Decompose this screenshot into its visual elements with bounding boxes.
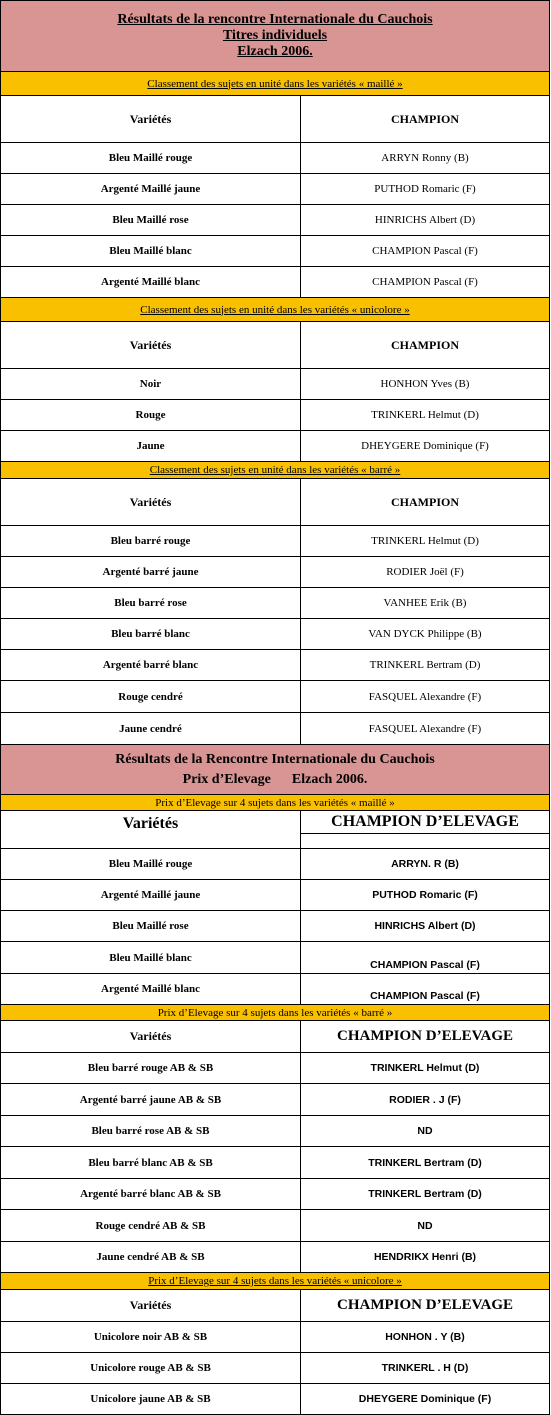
- section-caption-text: Classement des sujets en unité dans les variétés « maillé »: [147, 77, 403, 90]
- section-caption-text: Classement des sujets en unité dans les variétés « barré »: [149, 464, 401, 476]
- champion-cell: TRINKERL Bertram (D): [368, 1188, 482, 1200]
- variety-cell: Argenté barré blanc AB & SB: [1, 1179, 301, 1209]
- section-caption-elevage-barre: [0, 1005, 550, 1021]
- table-row: [0, 942, 550, 974]
- champion-cell: ND: [417, 1219, 433, 1232]
- variety-cell: Bleu barré rose AB & SB: [1, 1116, 301, 1146]
- variety-cell: Jaune cendré: [1, 713, 301, 744]
- table-row: [0, 143, 550, 174]
- champion-cell: HENDRIKX Henri (B): [373, 1251, 477, 1263]
- table-row: [0, 1210, 550, 1242]
- column-header-varietes: Variétés: [1, 322, 301, 368]
- champion-cell: VAN DYCK Philippe (B): [368, 628, 482, 640]
- title-line: Résultats de la Rencontre Internationale du Cauchois: [115, 751, 435, 767]
- variety-cell: Bleu Maillé rose: [1, 205, 301, 235]
- table-row: [0, 650, 550, 681]
- champion-cell: HONHON Yves (B): [380, 378, 470, 390]
- champion-cell: PUTHOD Romaric (F): [372, 889, 478, 901]
- title-line: Prix d’Elevage Elzach 2006.: [182, 771, 368, 787]
- table-row: [0, 974, 550, 1005]
- table-row: [0, 1116, 550, 1147]
- champion-cell: TRINKERL . H (D): [381, 1362, 469, 1374]
- variety-cell: Argenté Maillé jaune: [1, 174, 301, 204]
- variety-cell: Bleu barré rouge AB & SB: [1, 1053, 301, 1083]
- champion-cell: TRINKERL Helmut (D): [371, 409, 479, 421]
- variety-cell: Bleu barré blanc: [1, 619, 301, 649]
- column-header-varietes: Variétés: [1, 1021, 301, 1052]
- champion-cell: RODIER . J (F): [389, 1093, 461, 1106]
- table-row: [0, 1322, 550, 1353]
- variety-cell: Bleu barré rouge: [1, 526, 301, 556]
- champion-cell: CHAMPION Pascal (F): [372, 245, 478, 257]
- table-row: [0, 1179, 550, 1210]
- section-caption-text: Prix d’Elevage sur 4 sujets dans les variétés « maillé »: [155, 796, 395, 809]
- section-caption-text: Prix d’Elevage sur 4 sujets dans les variétés « unicolore »: [148, 1275, 402, 1287]
- cell-divider: [301, 833, 549, 834]
- champion-cell: RODIER Joël (F): [386, 566, 464, 578]
- champion-cell: FASQUEL Alexandre (F): [368, 690, 482, 703]
- variety-cell: Noir: [1, 369, 301, 399]
- document-title-breeding: [0, 745, 550, 795]
- table-header: [0, 1290, 550, 1322]
- section-caption-text: Classement des sujets en unité dans les variétés « unicolore »: [140, 303, 410, 316]
- column-header-varietes: Variétés: [1, 479, 301, 525]
- champion-cell: TRINKERL Bertram (D): [369, 659, 481, 671]
- variety-cell: Argenté barré jaune AB & SB: [1, 1084, 301, 1115]
- table-row: [0, 1147, 550, 1179]
- table-row: [0, 681, 550, 713]
- title-line: Elzach 2006.: [237, 44, 313, 59]
- champion-cell: CHAMPION Pascal (F): [372, 276, 478, 288]
- champion-cell: VANHEE Erik (B): [383, 597, 467, 609]
- champion-cell: DHEYGERE Dominique (F): [361, 440, 489, 452]
- champion-cell: CHAMPION Pascal (F): [370, 959, 480, 971]
- champion-cell: HINRICHS Albert (D): [374, 214, 476, 226]
- table-row: [0, 619, 550, 650]
- table-row: [0, 1384, 550, 1415]
- title-line: Titres individuels: [222, 28, 328, 43]
- table-row: [0, 526, 550, 557]
- table-row: [0, 369, 550, 400]
- column-header-champion: CHAMPION: [391, 111, 459, 126]
- variety-cell: Bleu barré blanc AB & SB: [1, 1147, 301, 1178]
- champion-cell: PUTHOD Romaric (F): [374, 183, 476, 195]
- table-row: [0, 880, 550, 911]
- table-header: [0, 811, 550, 849]
- table-row: [0, 205, 550, 236]
- champion-cell: HONHON . Y (B): [385, 1331, 465, 1343]
- variety-cell: Bleu Maillé rose: [1, 911, 301, 941]
- variety-cell: Jaune: [1, 431, 301, 461]
- table-header: [0, 479, 550, 526]
- section-caption-barre: [0, 462, 550, 479]
- champion-cell: DHEYGERE Dominique (F): [358, 1393, 492, 1405]
- table-row: [0, 267, 550, 298]
- champion-cell: TRINKERL Bertram (D): [368, 1156, 482, 1169]
- variety-cell: Rouge cendré AB & SB: [1, 1210, 301, 1241]
- section-caption-text: Prix d’Elevage sur 4 sujets dans les variétés « barré »: [157, 1006, 393, 1019]
- variety-cell: Bleu barré rose: [1, 588, 301, 618]
- table-row: [0, 713, 550, 745]
- table-row: [0, 849, 550, 880]
- champion-cell: ARRYN. R (B): [391, 858, 459, 870]
- column-header-varietes: Variétés: [1, 96, 301, 142]
- table-row: [0, 1084, 550, 1116]
- column-header-champion: CHAMPION: [391, 494, 459, 509]
- champion-cell: HINRICHS Albert (D): [374, 920, 476, 932]
- variety-cell: Bleu Maillé rouge: [1, 849, 301, 879]
- variety-cell: Rouge cendré: [1, 681, 301, 712]
- column-header-champion-elevage: CHAMPION D’ELEVAGE: [337, 1297, 513, 1313]
- table-row: [0, 911, 550, 942]
- table-row: [0, 236, 550, 267]
- section-caption-maille: [0, 72, 550, 96]
- variety-cell: Unicolore jaune AB & SB: [1, 1384, 301, 1414]
- table-header: [0, 322, 550, 369]
- variety-cell: Unicolore rouge AB & SB: [1, 1353, 301, 1383]
- section-caption-elevage-maille: [0, 795, 550, 811]
- variety-cell: Jaune cendré AB & SB: [1, 1242, 301, 1272]
- table-header: [0, 1021, 550, 1053]
- section-caption-unicolore: [0, 298, 550, 322]
- title-line: Résultats de la rencontre Internationale du Cauchois: [117, 12, 433, 27]
- champion-cell: CHAMPION Pascal (F): [370, 990, 480, 1002]
- table-row: [0, 431, 550, 462]
- table-row: [0, 1242, 550, 1273]
- champion-cell: TRINKERL Helmut (D): [370, 1062, 480, 1074]
- variety-cell: Bleu Maillé blanc: [1, 942, 301, 973]
- section-caption-elevage-unicolore: [0, 1273, 550, 1290]
- table-row: [0, 1353, 550, 1384]
- champion-cell: FASQUEL Alexandre (F): [368, 722, 482, 735]
- table-row: [0, 400, 550, 431]
- variety-cell: Rouge: [1, 400, 301, 430]
- column-header-varietes: Variétés: [1, 811, 301, 848]
- column-header-champion: CHAMPION: [391, 337, 459, 352]
- column-header-varietes: Variétés: [1, 1290, 301, 1321]
- variety-cell: Argenté Maillé blanc: [1, 267, 301, 297]
- variety-cell: Unicolore noir AB & SB: [1, 1322, 301, 1352]
- table-row: [0, 1053, 550, 1084]
- variety-cell: Argenté barré jaune: [1, 557, 301, 587]
- column-header-champion-elevage: CHAMPION D’ELEVAGE: [337, 1028, 513, 1044]
- variety-cell: Argenté barré blanc: [1, 650, 301, 680]
- variety-cell: Bleu Maillé blanc: [1, 236, 301, 266]
- champion-cell: ND: [417, 1125, 433, 1137]
- champion-cell: ARRYN Ronny (B): [381, 152, 469, 164]
- table-header: [0, 96, 550, 143]
- table-row: [0, 588, 550, 619]
- variety-cell: Argenté Maillé blanc: [1, 974, 301, 1004]
- champion-cell: TRINKERL Helmut (D): [371, 535, 479, 547]
- variety-cell: Bleu Maillé rouge: [1, 143, 301, 173]
- table-row: [0, 174, 550, 205]
- variety-cell: Argenté Maillé jaune: [1, 880, 301, 910]
- document-title-individual: [0, 0, 550, 72]
- column-header-champion-elevage: CHAMPION D’ELEVAGE: [331, 813, 519, 830]
- table-row: [0, 557, 550, 588]
